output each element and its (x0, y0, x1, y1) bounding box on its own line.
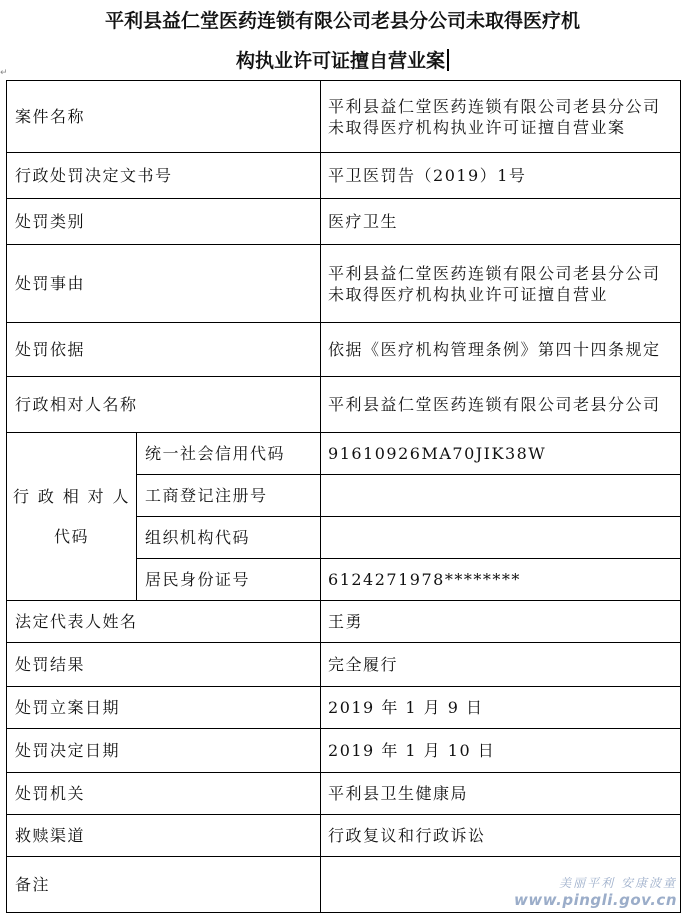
document-title-line2 (0, 46, 685, 73)
row-decision-no (7, 153, 681, 199)
org-code-value (321, 517, 681, 559)
org-code-label: 组织机构代码 (137, 517, 321, 559)
result-value: 完全履行 (321, 643, 681, 687)
counterpart-name-label: 行政相对人名称 (7, 377, 321, 433)
filing-date-value: 2019 年 1 月 9 日 (321, 687, 681, 729)
case-name-label: 案件名称 (7, 81, 321, 153)
case-name-value: 平利县益仁堂医药连锁有限公司老县分公司未取得医疗机构执业许可证擅自营业案 (321, 81, 681, 153)
row-legal-rep (7, 601, 681, 643)
decision-no-value: 平卫医罚告（2019）1号 (321, 153, 681, 199)
row-authority (7, 773, 681, 815)
row-result (7, 643, 681, 687)
row-case-name (7, 81, 681, 153)
row-basis (7, 323, 681, 377)
filing-date-label: 处罚立案日期 (7, 687, 321, 729)
legal-rep-value: 王勇 (321, 601, 681, 643)
row-counterpart-name (7, 377, 681, 433)
id-no-value: 6124271978******** (321, 559, 681, 601)
authority-value: 平利县卫生健康局 (321, 773, 681, 815)
reason-label: 处罚事由 (7, 245, 321, 323)
watermark-url: www.pingli.gov.cn (514, 891, 677, 909)
row-credit-code (7, 433, 681, 475)
row-remedy (7, 815, 681, 857)
result-label: 处罚结果 (7, 643, 321, 687)
row-category (7, 199, 681, 245)
decision-date-value: 2019 年 1 月 10 日 (321, 729, 681, 773)
text-cursor (447, 49, 449, 71)
decision-date-label: 处罚决定日期 (7, 729, 321, 773)
authority-label: 处罚机关 (7, 773, 321, 815)
penalty-info-table (6, 80, 681, 913)
counterpart-code-label-line1: 行政相对人 (13, 486, 130, 506)
basis-label: 处罚依据 (7, 323, 321, 377)
credit-code-value: 91610926MA70JIK38W (321, 433, 681, 475)
legal-rep-label: 法定代表人姓名 (7, 601, 321, 643)
business-reg-label: 工商登记注册号 (137, 475, 321, 517)
watermark-slogan: 美丽平利 安康波童 (559, 876, 677, 890)
site-watermark (514, 874, 677, 909)
remedy-label: 救赎渠道 (7, 815, 321, 857)
paragraph-anchor-icon: ↵ (0, 68, 8, 78)
document-title-line2-text: 构执业许可证擅自营业案 (235, 50, 445, 72)
decision-no-label: 行政处罚决定文书号 (7, 153, 321, 199)
remarks-label: 备注 (7, 857, 321, 913)
row-reason (7, 245, 681, 323)
counterpart-code-label (7, 433, 137, 601)
basis-value: 依据《医疗机构管理条例》第四十四条规定 (321, 323, 681, 377)
id-no-label: 居民身份证号 (137, 559, 321, 601)
row-decision-date (7, 729, 681, 773)
business-reg-value (321, 475, 681, 517)
remedy-value: 行政复议和行政诉讼 (321, 815, 681, 857)
row-filing-date (7, 687, 681, 729)
category-label: 处罚类别 (7, 199, 321, 245)
counterpart-code-label-line2: 代码 (53, 526, 89, 546)
document-title-line1: 平利县益仁堂医药连锁有限公司老县分公司未取得医疗机 (104, 10, 580, 32)
reason-value: 平利县益仁堂医药连锁有限公司老县分公司未取得医疗机构执业许可证擅自营业 (321, 245, 681, 323)
counterpart-name-value: 平利县益仁堂医药连锁有限公司老县分公司 (321, 377, 681, 433)
category-value: 医疗卫生 (321, 199, 681, 245)
credit-code-label: 统一社会信用代码 (137, 433, 321, 475)
